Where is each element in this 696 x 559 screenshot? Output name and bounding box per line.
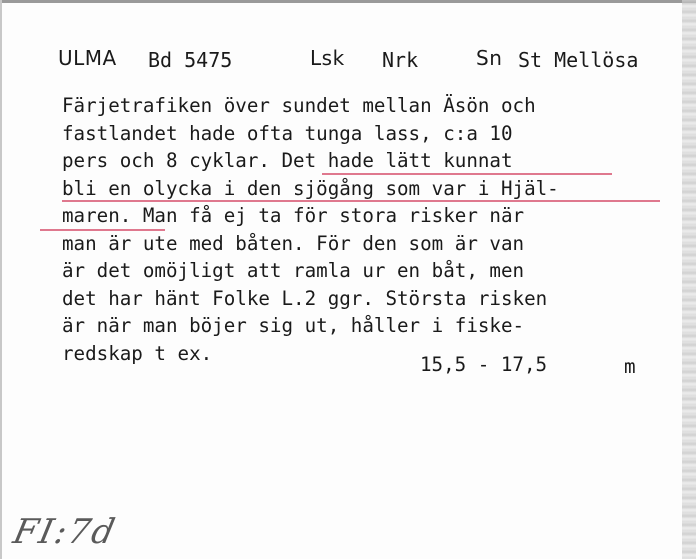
socken-value: St Mellösa	[518, 48, 639, 72]
archive-code: ULMA	[58, 46, 117, 70]
body-line: bli en olycka i den sjögång som var i Hjäl-	[62, 176, 559, 200]
card-top-edge	[0, 0, 696, 3]
card-left-edge	[0, 0, 2, 559]
body-line: fastlandet hade ofta tunga lass, c:a 10	[62, 121, 513, 145]
landskap-label: Lsk	[310, 46, 345, 70]
body-line: Färjetrafiken över sundet mellan Äsön och	[62, 94, 536, 117]
socken-label: Sn	[476, 46, 503, 70]
body-line: man är ute med båten. För den som är van	[62, 231, 525, 255]
handwritten-classification: FI:7d	[9, 512, 121, 552]
body-line: redskap t ex.	[62, 341, 213, 365]
body-line: pers och 8 cyklar. Det hade lätt kunnat	[62, 149, 513, 172]
landskap-value: Nrk	[382, 48, 419, 72]
red-underline-3	[40, 229, 165, 231]
red-underline-1	[322, 173, 612, 175]
body-line: det har hänt Folke L.2 ggr. Största risken	[62, 286, 548, 310]
body-line: är när man böjer sig ut, håller i fiske-	[62, 314, 525, 337]
body-line: maren. Man få ej ta för stora risker när	[62, 204, 525, 227]
red-underline-2	[62, 200, 660, 202]
measurement-range: 15,5 - 17,5	[420, 353, 548, 376]
record-number: Bd 5475	[148, 48, 233, 72]
card-right-edge	[682, 0, 696, 559]
card-header	[0, 46, 680, 78]
body-line: är det omöjligt att ramla ur en båt, men	[62, 259, 525, 282]
measurement-unit: m	[624, 355, 636, 378]
